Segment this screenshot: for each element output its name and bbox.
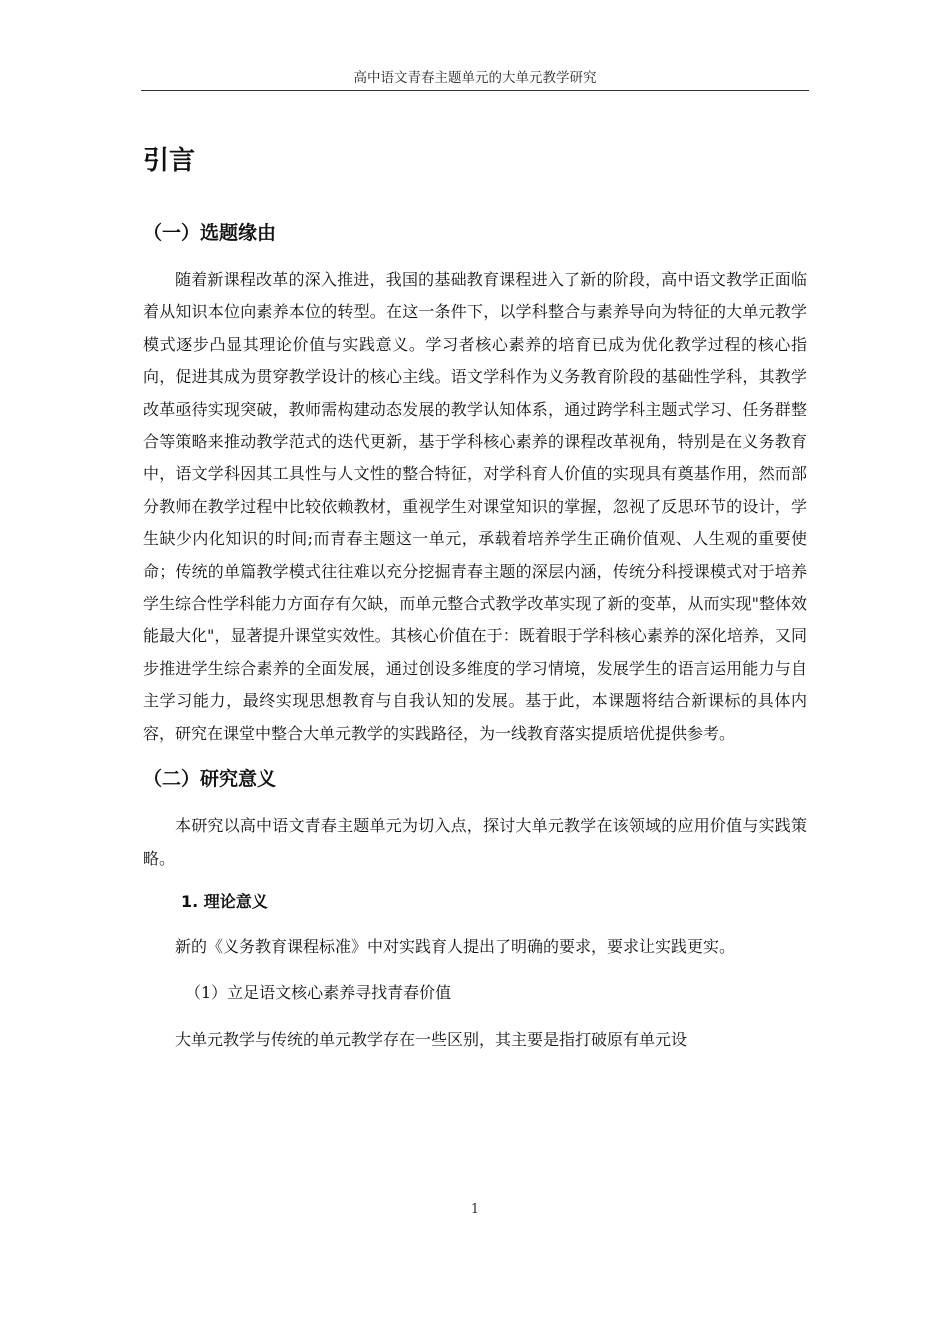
section-heading-significance: （二）研究意义 <box>143 768 277 791</box>
chapter-title: 引言 <box>143 146 196 176</box>
body-paragraph: 本研究以高中语文青春主题单元为切入点，探讨大单元教学在该领域的应用价值与实践策略。 <box>143 816 807 868</box>
header-rule <box>141 90 809 91</box>
body-paragraph: 随着新课程改革的深入推进，我国的基础教育课程进入了新的阶段，高中语文教学正面临着从知识本位向素养本位的转型。在这一条件下，以学科整合与素养导向为特征的大单元教学模式逐步凸显其理论价值与实践意义。学习者核心素养的培育已成为优化教学过程的核心指向，促进其成为贯穿教学设计的核心主线。语文学科作为义务教育阶段的基础性学科，其教学改革亟待实现突破，教师需构建动态发展的教学认知体系，通过跨学科主题式学习、任务群整合等策略来推动教学范式的迭代更新，基于学科核心素养的课程改革视角，特别是在义务教育中，语文学科因其工具性与人文性的整合特征，对学科育人价值的实现具有奠基作用，然而部分教师在教学过程中比较依赖教材，重视学生对课堂知识的掌握，忽视了反思环节的设计，学生缺少内化知识的时间;而青春主题这一单元，承载着培养学生正确价值观、人生观的重要使命；传统的单篇教学模式往往难以充分挖掘青春主题的深层内涵，传统分科授课模式对于培养学生综合性学科能力方面存有欠缺，而单元整合式教学改革实现了新的变革，从而实现"整体效能最大化"，显著提升课堂实效性。其核心价值在于：既着眼于学科核心素养的深化培养，又同步推进学生综合素养的全面发展，通过创设多维度的学习情境，发展学生的语言运用能力与自主学习能力，最终实现思想教育与自我认知的发展。基于此，本课题将结合新课标的具体内容，研究在课堂中整合大单元教学的实践路径，为一线教育落实提质培优提供参考。 <box>143 270 807 743</box>
body-paragraph: 大单元教学与传统的单元教学存在一些区别，其主要是指打破原有单元设 <box>175 1029 688 1049</box>
item-heading: （1）立足语文核心素养寻找青春价值 <box>185 983 452 1003</box>
subsection-heading-theory: 1. 理论意义 <box>181 891 268 911</box>
page-number: 1 <box>470 1202 480 1217</box>
body-paragraph: 新的《义务教育课程标准》中对实践育人提出了明确的要求，要求让实践更实。 <box>175 936 736 956</box>
running-header: 高中语文青春主题单元的大单元教学研究 <box>353 70 597 86</box>
section-heading-reasons: （一）选题缘由 <box>143 222 277 244</box>
page-content <box>143 140 807 1070</box>
